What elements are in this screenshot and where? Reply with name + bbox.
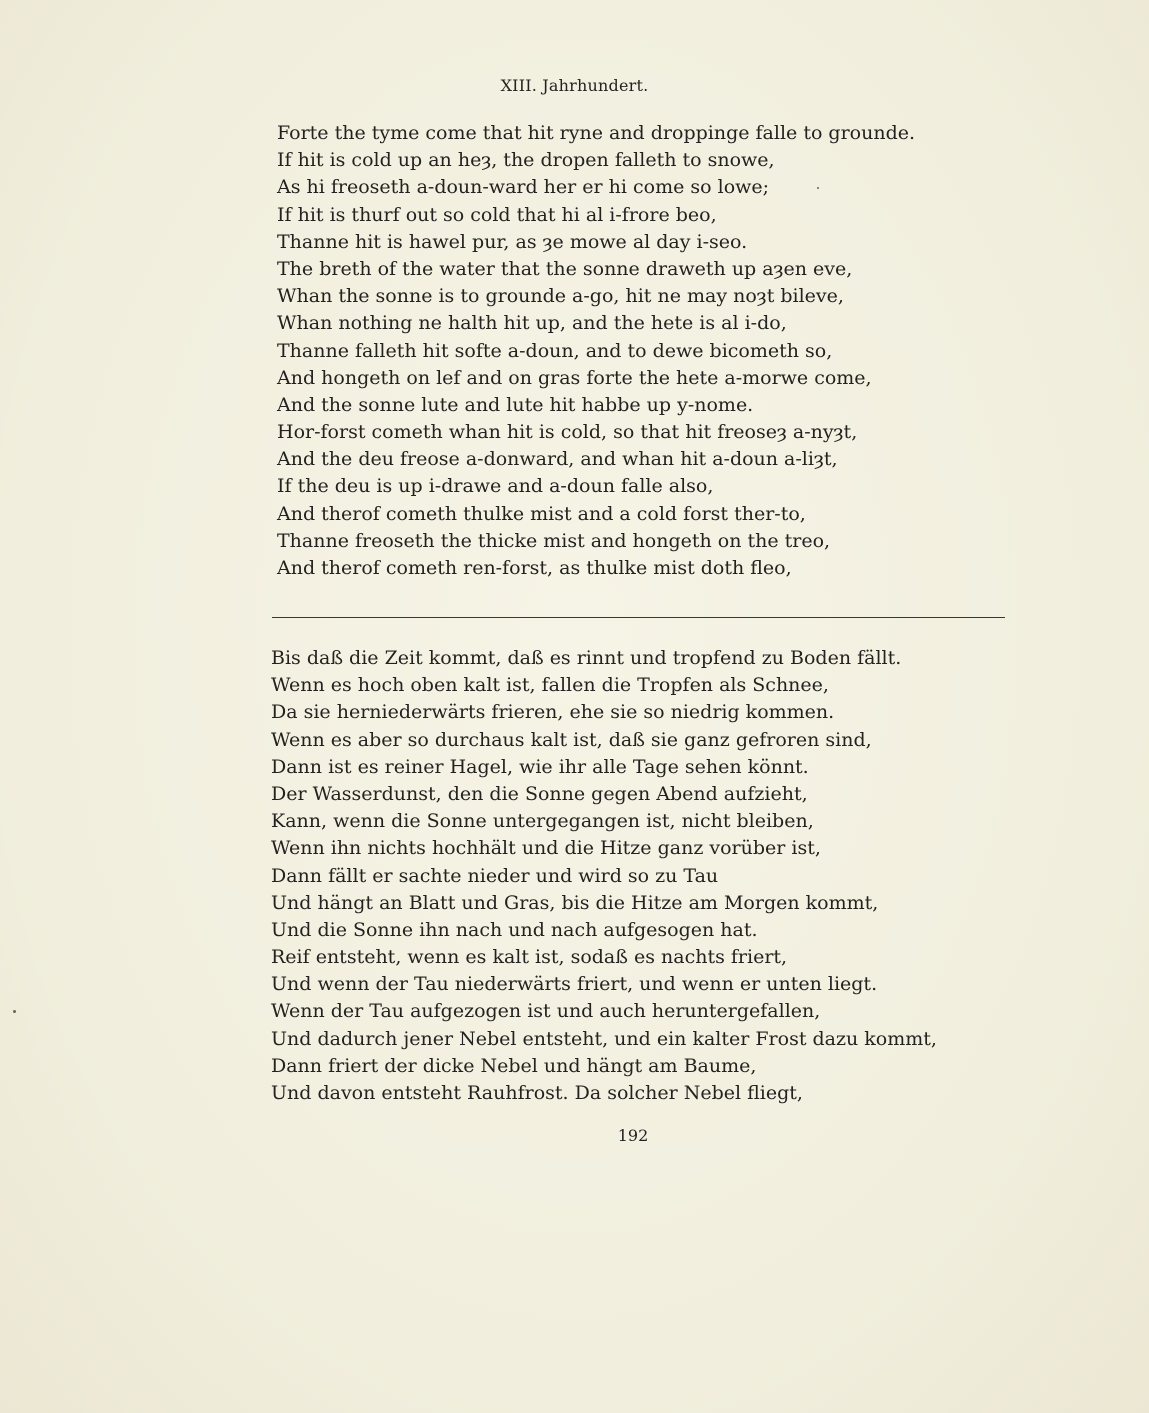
paper-speck xyxy=(817,187,819,189)
verse-line: Thanne falleth hit softe a-doun, and to dewe bicometh so, xyxy=(277,339,833,362)
verse-line: Thanne hit is hawel pur, as ȝe mowe al day i-seo. xyxy=(277,230,748,253)
translation-line: Da sie herniederwärts frieren, ehe sie so niedrig kommen. xyxy=(271,701,835,724)
translation-line: Und dadurch jener Nebel entsteht, und ein kalter Frost dazu kommt, xyxy=(271,1027,937,1050)
translation-line: Dann ist es reiner Hagel, wie ihr alle Tage sehen könnt. xyxy=(271,755,809,778)
verse-line: As hi freoseth a-doun-ward her er hi come so lowe; xyxy=(277,176,770,199)
translation-line: Reif entsteht, wenn es kalt ist, sodaß es nachts friert, xyxy=(271,946,788,969)
page-number-wrap xyxy=(0,1126,1149,1145)
german-translation xyxy=(271,645,937,1107)
translation-line: Wenn der Tau aufgezogen ist und auch heruntergefallen, xyxy=(271,1000,821,1023)
verse-line: And therof cometh thulke mist and a cold forst ther-to, xyxy=(277,502,806,525)
verse-line: Thanne freoseth the thicke mist and hongeth on the treo, xyxy=(277,529,831,552)
translation-line: Dann fällt er sachte nieder und wird so zu Tau xyxy=(271,864,719,887)
translation-line: Wenn es hoch oben kalt ist, fallen die Tropfen als Schnee, xyxy=(271,674,829,697)
verse-line: If hit is thurf out so cold that hi al i-frore beo, xyxy=(277,203,717,226)
translation-line: Und wenn der Tau niederwärts friert, und wenn er unten liegt. xyxy=(271,973,878,996)
verse-line: Whan the sonne is to grounde a-go, hit ne may noȝt bileve, xyxy=(277,285,844,308)
translation-line: Dann friert der dicke Nebel und hängt am Baume, xyxy=(271,1054,757,1077)
verse-line: And the sonne lute and lute hit habbe up y-nome. xyxy=(277,393,754,416)
translation-line: Wenn es aber so durchaus kalt ist, daß sie ganz gefroren sind, xyxy=(271,728,872,751)
verse-line: Hor-forst cometh whan hit is cold, so that hit freoseȝ a-nyȝt, xyxy=(277,421,858,444)
verse-line: If the deu is up i-drawe and a-doun falle also, xyxy=(277,475,714,498)
verse-line: And hongeth on lef and on gras forte the hete a-morwe come, xyxy=(277,366,872,389)
middle-english-verse xyxy=(277,120,915,582)
running-head: XIII. Jahrhundert. xyxy=(500,76,649,95)
translation-line: Und die Sonne ihn nach und nach aufgesogen hat. xyxy=(271,918,758,941)
translation-line: Wenn ihn nichts hochhält und die Hitze ganz vorüber ist, xyxy=(271,837,821,860)
verse-line: Forte the tyme come that hit ryne and droppinge falle to grounde. xyxy=(277,122,916,144)
verse-line: And therof cometh ren-forst, as thulke mist doth fleo, xyxy=(277,557,792,579)
verse-line: Whan nothing ne halth hit up, and the hete is al i-do, xyxy=(277,312,787,335)
translation-line: Bis daß die Zeit kommt, daß es rinnt und tropfend zu Boden fällt. xyxy=(271,647,902,669)
verse-line: The breth of the water that the sonne draweth up aȝen eve, xyxy=(277,257,853,280)
page-number: 192 xyxy=(617,1126,649,1145)
translation-line: Und davon entsteht Rauhfrost. Da solcher Nebel fliegt, xyxy=(271,1082,803,1104)
verse-line: If hit is cold up an heȝ, the dropen falleth to snowe, xyxy=(277,149,775,172)
verse-line: And the deu freose a-donward, and whan hit a-doun a-liȝt, xyxy=(277,448,838,471)
translation-line: Und hängt an Blatt und Gras, bis die Hitze am Morgen kommt, xyxy=(271,891,879,914)
paper-speck xyxy=(13,1010,16,1013)
section-divider xyxy=(272,617,1005,618)
translation-line: Kann, wenn die Sonne untergegangen ist, nicht bleiben, xyxy=(271,810,814,833)
translation-line: Der Wasserdunst, den die Sonne gegen Abend aufzieht, xyxy=(271,782,808,805)
